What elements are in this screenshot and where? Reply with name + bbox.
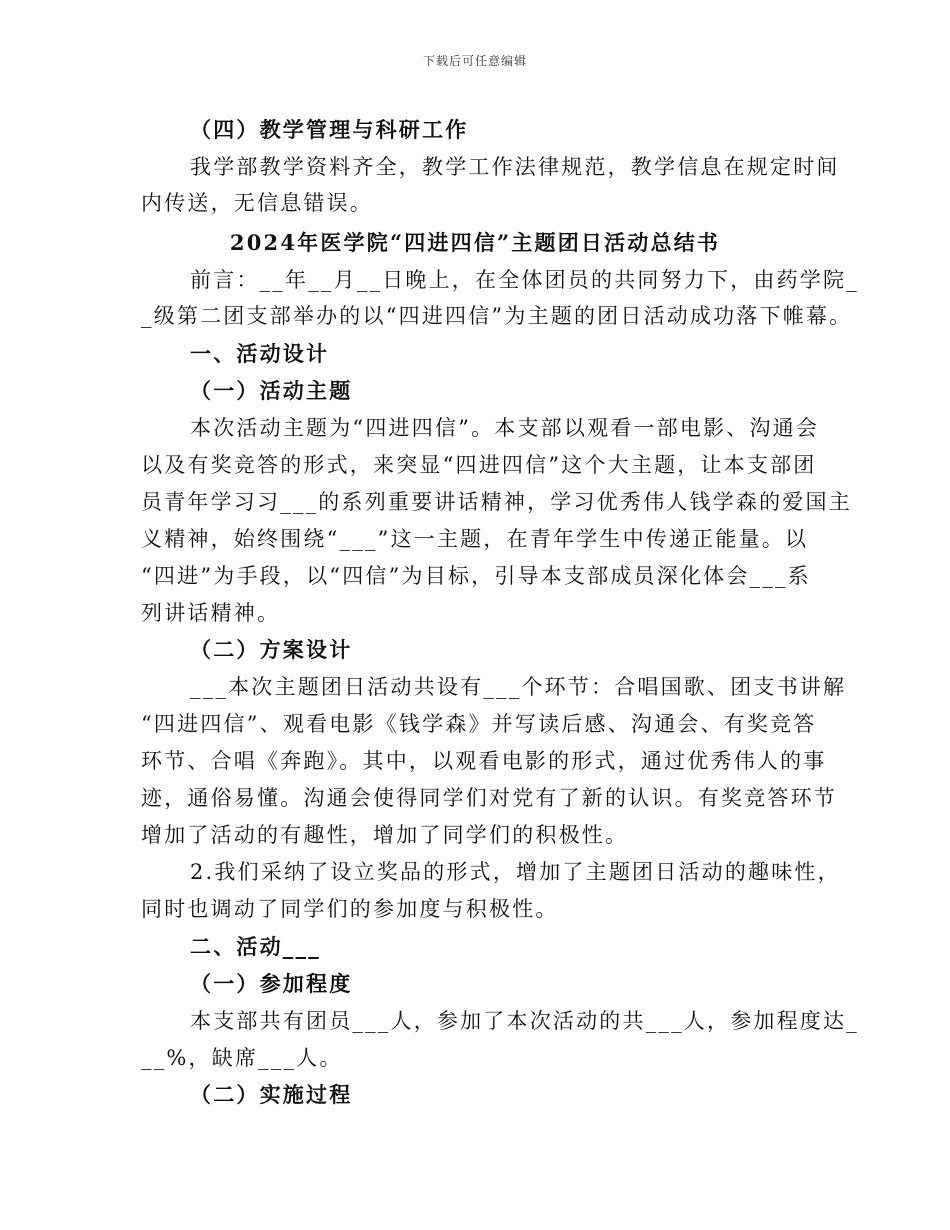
paragraph-line: 本次活动主题为“四进四信”。本支部以观看一部电影、沟通会 [190, 416, 820, 440]
subsection-heading-theme: （一）活动主题 [190, 378, 353, 403]
paragraph-line: 列讲话精神。 [141, 601, 281, 625]
preface-line: 前言：__年__月__日晚上，在全体团员的共同努力下，由药学院_ [190, 268, 859, 292]
paragraph-line: 内传送，无信息错误。 [141, 191, 373, 215]
paragraph-line: 迹，通俗易懂。沟通会使得同学们对党有了新的认识。有奖竞答环节 [141, 786, 837, 810]
subsection-heading-plan: （二）方案设计 [190, 637, 353, 662]
paragraph-line: “四进”为手段，以“四信”为目标，引导本支部成员深化体会___系 [141, 564, 811, 588]
section-heading-activity: 二、活动___ [190, 934, 321, 959]
page-header: 下载后可任意编辑 [422, 54, 527, 68]
subsection-heading-process: （二）实施过程 [190, 1082, 353, 1107]
paragraph-line: 以及有奖竞答的形式，来突显“四进四信”这个大主题，让本支部团 [141, 453, 817, 477]
section-heading-activity-design: 一、活动设计 [190, 341, 330, 366]
paragraph-line: 义精神，始终围绕“___”这一主题，在青年学生中传递正能量。以 [141, 527, 809, 551]
paragraph-line: 员青年学习习___的系列重要讲话精神，学习优秀伟人钱学森的爱国主 [141, 490, 852, 514]
document-title: 2024年医学院“四进四信”主题团日活动总结书 [229, 230, 721, 255]
paragraph-line: __%，缺席___人。 [141, 1046, 343, 1070]
paragraph-line: ___本次主题团日活动共设有___个环节：合唱国歌、团支书讲解 [190, 675, 847, 699]
paragraph-line: 本支部共有团员___人，参加了本次活动的共___人，参加程度达_ [190, 1009, 859, 1033]
paragraph-line: 2.我们采纳了设立奖品的形式，增加了主题团日活动的趣味性， [190, 860, 841, 884]
paragraph-line: 同时也调动了同学们的参加度与积极性。 [141, 897, 559, 921]
paragraph-line: “四进四信”、观看电影《钱学森》并写读后感、沟通会、有奖竞答 [141, 712, 817, 736]
paragraph-line: 我学部教学资料齐全，教学工作法律规范，教学信息在规定时间 [190, 155, 840, 179]
paragraph-line: 增加了活动的有趣性，增加了同学们的积极性。 [141, 823, 629, 847]
section-heading-4: （四）教学管理与科研工作 [190, 117, 469, 142]
preface-line: _级第二团支部举办的以“四进四信”为主题的团日活动成功落下帷幕。 [141, 304, 853, 328]
paragraph-line: 环节、合唱《奔跑》。其中，以观看电影的形式，通过优秀伟人的事 [141, 749, 827, 773]
subsection-heading-participation: （一）参加程度 [190, 971, 353, 996]
